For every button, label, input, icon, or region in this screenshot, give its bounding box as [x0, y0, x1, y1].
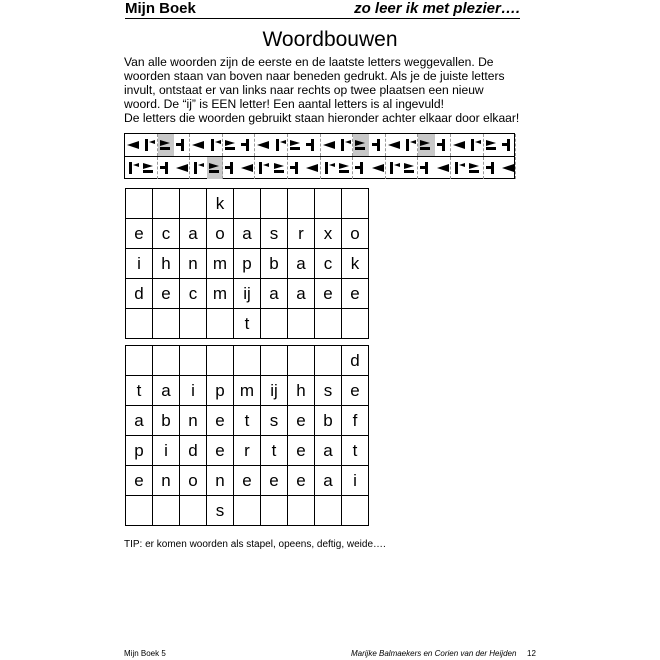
grid-cell[interactable]: n — [180, 406, 207, 436]
letter-fragment — [484, 157, 500, 179]
letter-fragment — [272, 157, 288, 179]
grid-cell[interactable]: e — [126, 466, 153, 496]
letter-fragment — [321, 157, 337, 179]
grid-cell[interactable]: e — [207, 436, 234, 466]
letter-fragment — [435, 157, 451, 179]
letter-fragment — [337, 157, 353, 179]
grid-cell[interactable]: m — [207, 249, 234, 279]
grid-cell[interactable]: s — [315, 376, 342, 406]
letter-fragment — [207, 157, 223, 179]
grid-row — [126, 219, 369, 249]
grid-cell[interactable]: i — [342, 466, 369, 496]
word-grid-1 — [125, 188, 369, 339]
book-slogan: zo leer ik met plezier…. — [354, 0, 520, 17]
grid-cell[interactable]: p — [126, 436, 153, 466]
grid-cell[interactable]: n — [180, 249, 207, 279]
grid-row — [126, 309, 369, 339]
letter-fragment — [158, 157, 174, 179]
letter-fragment — [467, 134, 483, 156]
grid-cell[interactable] — [234, 346, 261, 376]
grid-cell[interactable] — [126, 189, 153, 219]
letter-fragment — [402, 134, 418, 156]
grid-cell[interactable]: i — [180, 376, 207, 406]
grid-row — [126, 279, 369, 309]
grid-row — [126, 466, 369, 496]
grid-cell[interactable] — [315, 346, 342, 376]
grid-cell[interactable]: a — [315, 466, 342, 496]
grid-cell[interactable]: d — [342, 346, 369, 376]
strip-row-top — [125, 134, 514, 156]
grid-cell[interactable]: h — [153, 249, 180, 279]
grid-cell[interactable] — [261, 309, 288, 339]
letter-fragment — [353, 157, 369, 179]
grid-cell[interactable]: a — [234, 219, 261, 249]
grid-cell[interactable]: e — [342, 376, 369, 406]
letter-fragment — [174, 134, 190, 156]
letter-fragment — [125, 134, 141, 156]
grid-cell[interactable]: e — [288, 466, 315, 496]
grid-cell[interactable]: s — [207, 496, 234, 526]
letter-fragment — [141, 157, 157, 179]
grid-cell[interactable]: x — [315, 219, 342, 249]
grid-cell[interactable]: n — [153, 466, 180, 496]
grid-cell[interactable] — [126, 309, 153, 339]
letter-fragment — [190, 157, 206, 179]
grid-cell[interactable]: i — [153, 436, 180, 466]
letter-fragment — [402, 157, 418, 179]
grid-cell[interactable]: t — [234, 309, 261, 339]
scrambled-letters-strip — [124, 133, 515, 179]
grid-cell[interactable]: d — [180, 436, 207, 466]
letter-fragment — [207, 134, 223, 156]
grid-cell[interactable]: e — [288, 436, 315, 466]
grid-cell[interactable]: e — [288, 406, 315, 436]
letter-fragment — [239, 157, 255, 179]
footer-authors: Marijke Balmaekers en Corien van der Heijden — [351, 649, 517, 658]
grid-cell[interactable]: t — [342, 436, 369, 466]
book-title: Mijn Boek — [125, 0, 196, 17]
letter-fragment — [304, 134, 320, 156]
letter-fragment — [451, 157, 467, 179]
grid-cell[interactable] — [180, 496, 207, 526]
page-number: 12 — [527, 649, 536, 658]
letter-fragment — [158, 134, 174, 156]
grid-cell[interactable]: a — [153, 376, 180, 406]
grid-row — [126, 249, 369, 279]
footer-book: Mijn Boek 5 — [124, 649, 166, 658]
grid-cell[interactable] — [180, 309, 207, 339]
grid-cell[interactable]: e — [207, 406, 234, 436]
letter-fragment — [223, 157, 239, 179]
grid-cell[interactable] — [288, 346, 315, 376]
grid-cell[interactable] — [126, 496, 153, 526]
grid-row — [126, 376, 369, 406]
letter-fragment — [223, 134, 239, 156]
grid-cell[interactable]: k — [207, 189, 234, 219]
grid-cell[interactable]: h — [288, 376, 315, 406]
letter-fragment — [304, 157, 320, 179]
grid-cell[interactable]: e — [234, 466, 261, 496]
grid-cell[interactable] — [207, 309, 234, 339]
grid-cell[interactable]: s — [261, 406, 288, 436]
grid-cell[interactable]: i — [126, 249, 153, 279]
page-header — [125, 0, 520, 18]
letter-fragment — [239, 134, 255, 156]
grid-cell[interactable]: s — [261, 219, 288, 249]
grid-cell[interactable] — [261, 189, 288, 219]
grid-cell[interactable] — [234, 189, 261, 219]
grid-cell[interactable] — [180, 189, 207, 219]
grid-cell[interactable]: m — [234, 376, 261, 406]
letter-fragment — [370, 134, 386, 156]
instruction-line: woord. De “ij” is EEN letter! Een aantal letters is al ingevuld! — [124, 97, 444, 111]
letter-fragment — [255, 134, 271, 156]
grid-cell[interactable] — [288, 189, 315, 219]
letter-fragment — [321, 134, 337, 156]
grid-cell[interactable] — [207, 346, 234, 376]
strip-row-bottom — [125, 156, 514, 179]
grid-cell[interactable]: t — [234, 406, 261, 436]
grid-cell[interactable] — [153, 189, 180, 219]
grid-cell[interactable] — [180, 346, 207, 376]
grid-cell[interactable]: f — [342, 406, 369, 436]
grid-cell[interactable]: o — [180, 466, 207, 496]
letter-fragment — [272, 134, 288, 156]
grid-cell[interactable]: r — [288, 219, 315, 249]
grid-cell[interactable]: a — [288, 279, 315, 309]
letter-fragment — [386, 134, 402, 156]
grid-row — [126, 406, 369, 436]
grid-cell[interactable]: e — [126, 219, 153, 249]
grid-cell[interactable] — [315, 496, 342, 526]
grid-cell[interactable] — [288, 309, 315, 339]
grid-row — [126, 189, 369, 219]
header-divider — [125, 18, 520, 19]
grid-cell[interactable]: o — [207, 219, 234, 249]
letter-fragment — [125, 157, 141, 179]
instruction-line: De letters die woorden gebruikt staan hieronder achter elkaar door elkaar! — [124, 111, 520, 125]
letter-fragment — [500, 157, 516, 179]
grid-cell[interactable] — [153, 309, 180, 339]
grid-cell[interactable]: n — [207, 466, 234, 496]
letter-fragment — [370, 157, 386, 179]
grid-cell[interactable] — [342, 309, 369, 339]
grid-cell[interactable]: a — [261, 279, 288, 309]
letter-fragment — [500, 134, 516, 156]
page-title: Woordbouwen — [262, 28, 398, 51]
letter-fragment — [435, 134, 451, 156]
grid-cell[interactable]: a — [288, 249, 315, 279]
grid-cell[interactable]: c — [315, 249, 342, 279]
grid-cell[interactable]: a — [180, 219, 207, 249]
grid-cell[interactable]: t — [261, 436, 288, 466]
letter-fragment — [337, 134, 353, 156]
grid-cell[interactable] — [261, 346, 288, 376]
grid-cell[interactable] — [288, 496, 315, 526]
instructions — [124, 55, 524, 125]
grid-cell[interactable]: p — [234, 249, 261, 279]
grid-cell[interactable]: r — [234, 436, 261, 466]
grid-cell[interactable] — [315, 189, 342, 219]
grid-cell[interactable] — [126, 346, 153, 376]
letter-fragment — [353, 134, 369, 156]
tip-text: TIP: er komen woorden als stapel, opeens, deftig, weide…. — [124, 539, 386, 550]
grid-cell[interactable] — [234, 496, 261, 526]
grid-cell[interactable]: ij — [261, 376, 288, 406]
letter-fragment — [288, 134, 304, 156]
letter-fragment — [141, 134, 157, 156]
grid-cell[interactable]: c — [153, 219, 180, 249]
letter-fragment — [174, 157, 190, 179]
grid-cell[interactable]: k — [342, 249, 369, 279]
grid-row — [126, 496, 369, 526]
instruction-line: Van alle woorden zijn de eerste en de laatste letters weggevallen. De — [124, 55, 494, 69]
letter-fragment — [418, 157, 434, 179]
grid-cell[interactable]: d — [126, 279, 153, 309]
grid-cell[interactable] — [153, 346, 180, 376]
grid-row — [126, 436, 369, 466]
grid-row — [126, 346, 369, 376]
letter-fragment — [451, 134, 467, 156]
letter-fragment — [386, 157, 402, 179]
grid-cell[interactable]: e — [315, 279, 342, 309]
grid-cell[interactable] — [153, 496, 180, 526]
grid-cell[interactable]: a — [126, 406, 153, 436]
grid-cell[interactable]: o — [342, 219, 369, 249]
instruction-line: woorden staan van boven naar beneden gedrukt. Als je de juiste letters — [124, 69, 505, 83]
grid-cell[interactable]: e — [153, 279, 180, 309]
letter-fragment — [484, 134, 500, 156]
grid-cell[interactable]: m — [207, 279, 234, 309]
instruction-line: invult, ontstaat er van links naar rechts op twee plaatsen een nieuw — [124, 83, 484, 97]
letter-fragment — [255, 157, 271, 179]
grid-cell[interactable] — [342, 189, 369, 219]
letter-fragment — [288, 157, 304, 179]
letter-fragment — [190, 134, 206, 156]
grid-cell[interactable] — [261, 496, 288, 526]
grid-cell[interactable]: e — [342, 279, 369, 309]
grid-cell[interactable]: b — [153, 406, 180, 436]
word-grid-2 — [125, 345, 369, 526]
grid-cell[interactable]: a — [315, 436, 342, 466]
grid-cell[interactable]: e — [261, 466, 288, 496]
grid-cell[interactable]: ij — [234, 279, 261, 309]
letter-fragment — [418, 134, 434, 156]
grid-cell[interactable]: p — [207, 376, 234, 406]
grid-cell[interactable]: t — [126, 376, 153, 406]
grid-cell[interactable] — [342, 496, 369, 526]
grid-cell[interactable]: c — [180, 279, 207, 309]
grid-cell[interactable]: b — [315, 406, 342, 436]
grid-cell[interactable]: b — [261, 249, 288, 279]
grid-cell[interactable] — [315, 309, 342, 339]
letter-fragment — [467, 157, 483, 179]
